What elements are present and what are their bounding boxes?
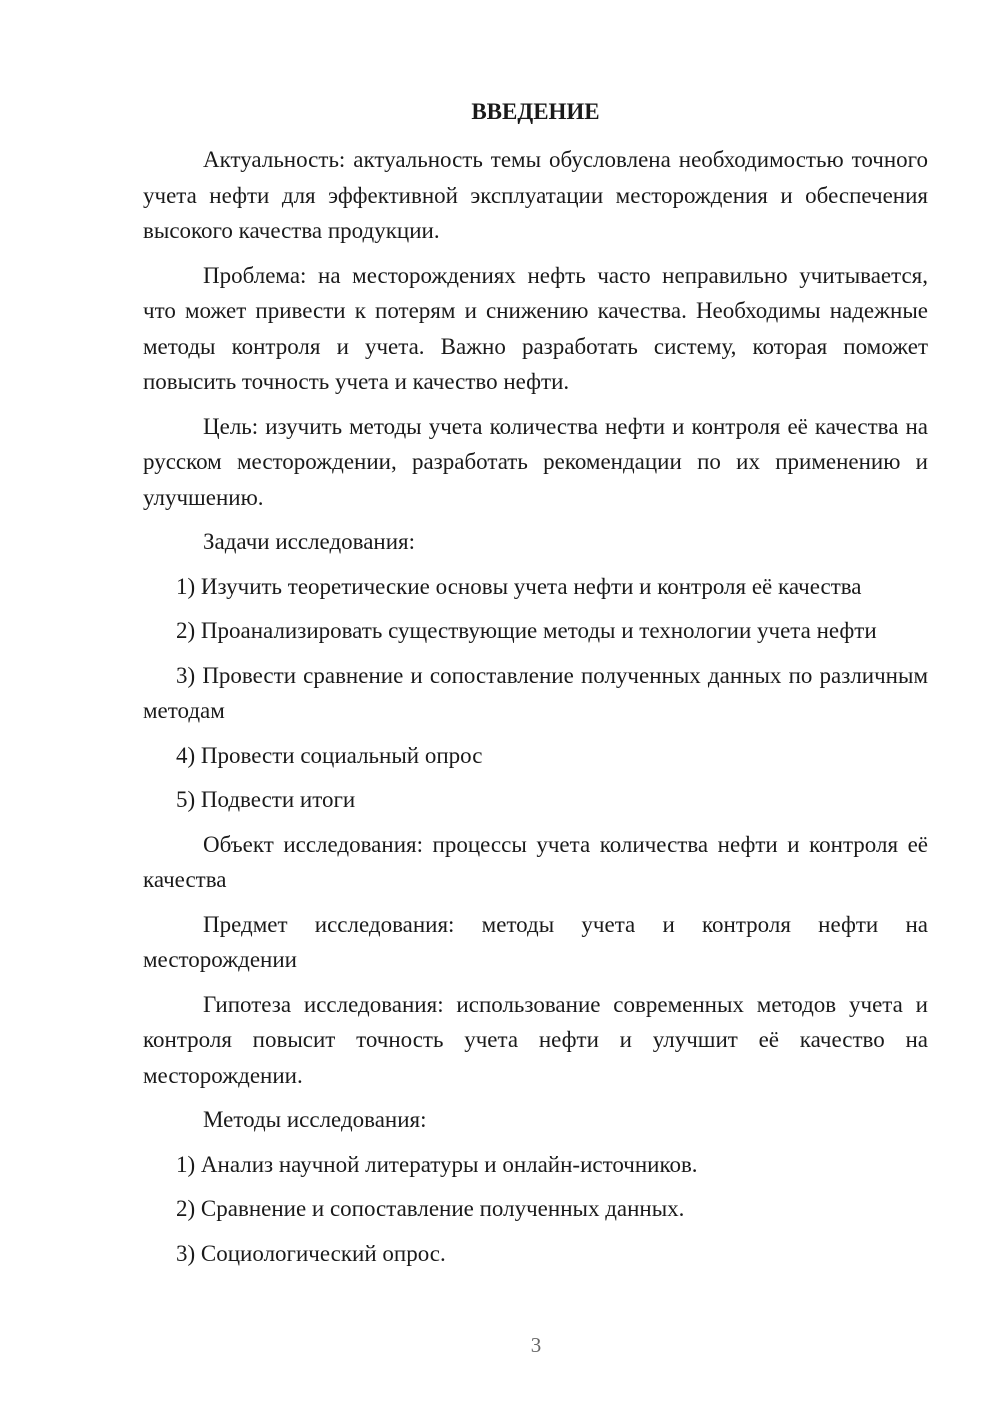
paragraph-goal: Цель: изучить методы учета количества нефти и контроля её качества на русском месторождении, разработать рекомендации по их применению и улучшению. (143, 413, 928, 510)
document-body (143, 142, 928, 1271)
paragraph-relevance: Актуальность: актуальность темы обусловлена необходимостью точного учета нефти для эффективной эксплуатации месторождения и обеспечения высокого качества продукции. (143, 147, 928, 243)
page-title: ВВЕДЕНИЕ (471, 99, 600, 124)
paragraph-problem: Проблема: на месторождениях нефть часто неправильно учитывается, что может привести к потерям и снижению качества. Необходимы надежные методы контроля и учета. Важно разработать систему, которая поможет повысить точность учета и качество нефти. (143, 262, 928, 394)
task-item: 4) Провести социальный опрос (176, 742, 483, 768)
paragraph-subject: Предмет исследования: методы учета и контроля нефти на месторождении (143, 911, 928, 972)
task-item: 5) Подвести итоги (176, 787, 356, 812)
method-item: 1) Анализ научной литературы и онлайн-источников. (176, 1151, 698, 1177)
paragraph-hypothesis: Гипотеза исследования: использование современных методов учета и контроля повысит точность учета нефти и улучшит её качество на месторождении. (143, 991, 928, 1088)
tasks-title: Задачи исследования: (203, 529, 416, 554)
methods-title: Методы исследования: (203, 1107, 427, 1132)
task-item: 3) Провести сравнение и сопоставление полученных данных по различным методам (143, 662, 928, 723)
method-item: 3) Социологический опрос. (176, 1240, 446, 1266)
task-item: 2) Проанализировать существующие методы и технологии учета нефти (176, 618, 877, 643)
method-item: 2) Сравнение и сопоставление полученных данных. (176, 1196, 685, 1221)
task-item: 1) Изучить теоретические основы учета нефти и контроля её качества (176, 573, 862, 599)
paragraph-object: Объект исследования: процессы учета количества нефти и контроля её качества (143, 831, 928, 892)
page-number: 3 (530, 1333, 542, 1357)
